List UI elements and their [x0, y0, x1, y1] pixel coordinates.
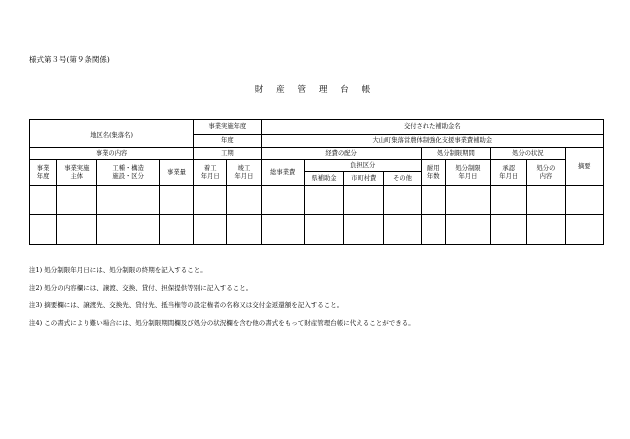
- document-title: 財 産 管 理 台 帳: [254, 85, 376, 95]
- col-total-cost: 総事業費: [261, 160, 304, 186]
- table-cell[interactable]: [421, 215, 445, 245]
- table-cell[interactable]: [421, 186, 445, 215]
- col-approval-date: 承認 年月日: [491, 160, 527, 186]
- table-cell[interactable]: [57, 186, 97, 215]
- col-limit-date: 処分制限 年月日: [445, 160, 490, 186]
- disposal-period-header: 処分制限期間: [421, 148, 490, 160]
- table-cell[interactable]: [159, 186, 193, 215]
- table-cell[interactable]: [565, 215, 603, 245]
- construction-period-header: 工期: [194, 148, 261, 160]
- property-ledger-table: [29, 119, 604, 245]
- subsidy-label: 交付された補助金名: [261, 120, 603, 135]
- col-implementing-entity: 事業実施 主体: [57, 160, 97, 186]
- project-year-label: 事業実施年度: [194, 120, 261, 135]
- table-cell[interactable]: [491, 186, 527, 215]
- table-cell[interactable]: [384, 215, 421, 245]
- table-cell[interactable]: [227, 215, 261, 245]
- remarks-header: 摘要: [565, 148, 603, 186]
- col-municipal-cost: 市町村費: [344, 172, 384, 186]
- col-project-year: 事業 年度: [30, 160, 57, 186]
- project-year-suffix: 年度: [194, 135, 261, 148]
- district-name-cell: [30, 120, 194, 148]
- form-number: 様式第３号(第９条関係): [29, 55, 110, 64]
- col-project-quantity: 事業量: [159, 160, 193, 186]
- table-cell[interactable]: [384, 186, 421, 215]
- table-cell[interactable]: [30, 215, 57, 245]
- table-cell[interactable]: [527, 186, 565, 215]
- subsidy-name: 大山町集落営農体制強化支援事業費補助金: [261, 135, 603, 148]
- notes-section: [29, 262, 415, 332]
- table-cell[interactable]: [159, 215, 193, 245]
- table-cell[interactable]: [491, 215, 527, 245]
- table-cell[interactable]: [194, 215, 227, 245]
- table-cell[interactable]: [227, 186, 261, 215]
- table-cell[interactable]: [97, 215, 159, 245]
- note-2: 注2) 処分の内容欄には、譲渡、交換、貸付、担保提供等別に記入すること。: [29, 283, 253, 292]
- col-useful-life: 耐用 年数: [421, 160, 445, 186]
- project-content-header: 事業の内容: [30, 148, 194, 160]
- col-prefecture-subsidy: 県補助金: [304, 172, 343, 186]
- table-cell[interactable]: [527, 215, 565, 245]
- district-name-label: 地区名(集落名): [90, 131, 133, 139]
- cost-allocation-header: 経費の配分: [261, 148, 421, 160]
- cost-burden-header: 負担区分: [304, 160, 421, 172]
- table-cell[interactable]: [261, 186, 304, 215]
- table-cell[interactable]: [344, 215, 384, 245]
- col-disposal-content: 処分の 内容: [527, 160, 565, 186]
- note-3: 注3) 摘要欄には、譲渡先、交換先、貸付先、抵当権等の設定権者の名称又は交付金返還額を記入すること。: [29, 301, 344, 309]
- table-cell[interactable]: [445, 215, 490, 245]
- col-work-type: 工種・構造 施設・区分: [97, 160, 159, 186]
- note-4: 注4) この書式により難い場合には、処分制限期間欄及び処分の状況欄を含む他の書式をもって財産管理台帳に代えることができる。: [29, 318, 415, 327]
- table-cell[interactable]: [565, 186, 603, 215]
- table-cell[interactable]: [344, 186, 384, 215]
- col-start-date: 着工 年月日: [194, 160, 227, 186]
- table-cell[interactable]: [194, 186, 227, 215]
- col-completion-date: 竣工 年月日: [227, 160, 261, 186]
- table-cell[interactable]: [445, 186, 490, 215]
- col-other: その他: [384, 172, 421, 186]
- note-1: 注1) 処分制限年月日には、処分制限の終期を記入すること。: [29, 266, 207, 274]
- table-cell[interactable]: [261, 215, 304, 245]
- table-cell[interactable]: [304, 215, 343, 245]
- table-cell[interactable]: [304, 186, 343, 215]
- table-row: [30, 215, 604, 245]
- table-row: [30, 186, 604, 215]
- table-cell[interactable]: [97, 186, 159, 215]
- table-cell[interactable]: [30, 186, 57, 215]
- table-cell[interactable]: [57, 215, 97, 245]
- disposal-status-header: 処分の状況: [491, 148, 565, 160]
